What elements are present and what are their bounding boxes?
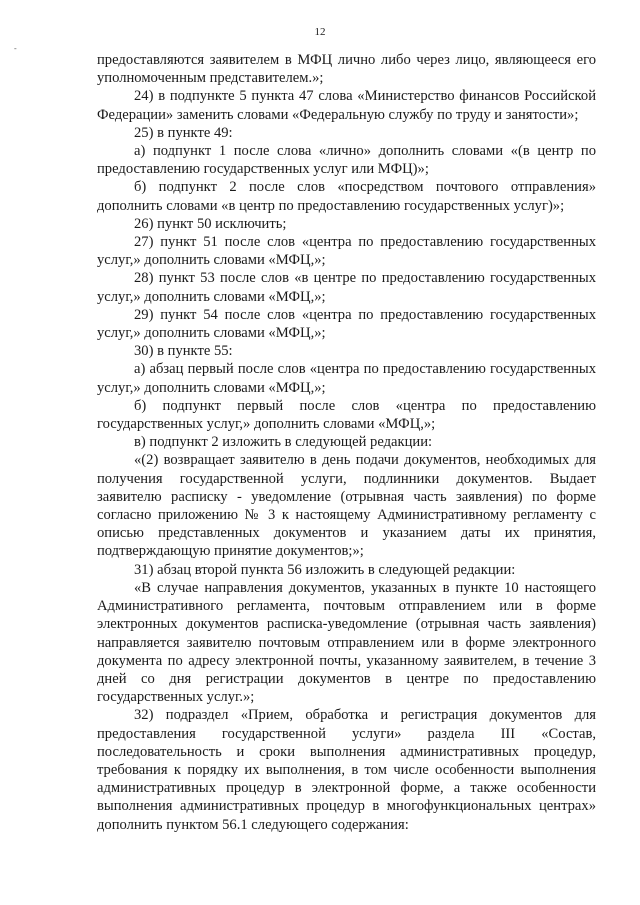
paragraph: а) подпункт 1 после слова «лично» дополнить словами «(в центр по предоставлению государственных услуг или МФЦ)»; [97, 143, 596, 178]
page-number: 12 [314, 26, 326, 38]
paragraph: 30) в пункте 55: [134, 343, 233, 360]
paragraph: предоставляются заявителем в МФЦ лично либо через лицо, являющееся его уполномоченным представителем.»; [97, 52, 596, 87]
paragraph: «В случае направления документов, указанных в пункте 10 настоящего Административного регламента, почтовым отправлением или в форме электронных документов расписка-уведомление (отрывная часть заявления) направляется заявителю почтовым отправлением или в форме электронного документа по адресу электронной почты, указанному заявителем, в течение 3 дней со дня регистрации документов в центре по предоставлению государственных услуг.»; [97, 579, 596, 706]
paragraph: б) подпункт первый после слов «центра по предоставлению государственных услуг,» дополнить словами «МФЦ,»; [97, 397, 596, 433]
paragraph: 31) абзац второй пункта 56 изложить в следующей редакции: [134, 561, 516, 578]
document-body [97, 51, 596, 834]
paragraph: «(2) возвращает заявителю в день подачи документов, необходимых для получения государственной услуги, подлинники документов. Выдает заявителю расписку - уведомление (отрывная часть заявления) по форме согласно приложению № 3 к настоящему Административному регламенту с описью представленных документов и указанием даты их принятия, подтверждающую принятие документов;»; [97, 452, 596, 560]
paragraph: в) подпункт 2 изложить в следующей редакции: [134, 434, 433, 451]
paragraph: 25) в пункте 49: [134, 124, 233, 141]
paragraph: б) подпункт 2 после слов «посредством почтового отправления» дополнить словами «в центр по предоставлению государственных услуг)»; [97, 179, 596, 214]
paragraph: 29) пункт 54 после слов «центра по предоставлению государственных услуг,» дополнить словами «МФЦ,»; [97, 306, 596, 342]
paragraph: а) абзац первый после слов «центра по предоставлению государственных услуг,» дополнить словами «МФЦ,»; [97, 361, 596, 396]
paragraph: 26) пункт 50 исключить; [134, 215, 287, 232]
paragraph: 27) пункт 51 после слов «центра по предоставлению государственных услуг,» дополнить словами «МФЦ,»; [97, 234, 596, 269]
margin-mark: - [14, 44, 17, 53]
paragraph: 24) в подпункте 5 пункта 47 слова «Министерство финансов Российской Федерации» заменить словами «Федеральную службу по труду и занятости»; [97, 88, 596, 123]
paragraph: 32) подраздел «Прием, обработка и регистрация документов для предоставления государственной услуги» раздела III «Состав, последовательность и сроки выполнения административных процедур, требования к порядку их выполнения, в том числе особенности выполнения административных процедур в электронной форме, а также особенности выполнения административных процедур в многофункциональных центрах» дополнить пунктом 56.1 следующего содержания: [97, 707, 596, 833]
paragraph: 28) пункт 53 после слов «в центре по предоставлению государственных услуг,» дополнить словами «МФЦ,»; [97, 270, 596, 305]
